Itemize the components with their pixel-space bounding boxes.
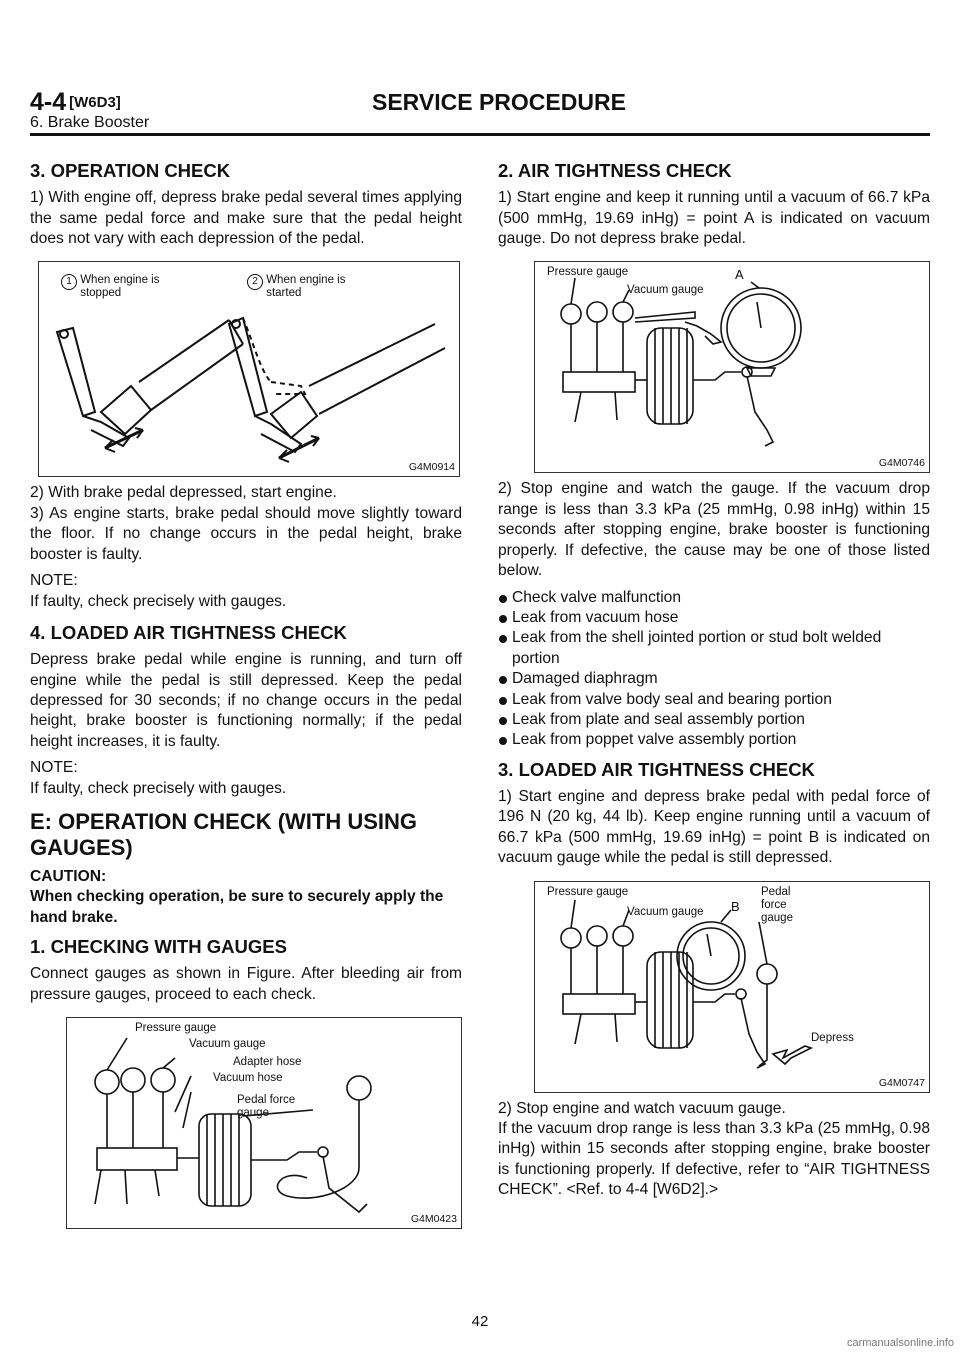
paragraph: 3) As engine starts, brake pedal should move slightly toward the floor. If no change occurs in the pedal height, brake booster is faulty. [30, 504, 462, 563]
air-tightness-illustration [535, 262, 929, 472]
figure-pedal-positions [38, 261, 460, 477]
paragraph: 1) With engine off, depress brake pedal several times applying the same pedal force and make sure that the pedal height does not vary with each depression of the pedal. [30, 189, 462, 248]
list-item [498, 730, 930, 750]
label-vacuum-gauge: Vacuum gauge [189, 1038, 266, 1051]
section-number [30, 88, 121, 117]
paragraph: 2) Stop engine and watch the gauge. If the vacuum drop range is less than 3.3 kPa (25 mmHg, 0.98 inHg) within 15 seconds after stopping engine, brake booster is functioning properly. If defective, the cause may be one of those listed below. [498, 480, 930, 580]
paragraph: 2) With brake pedal depressed, start engine. [30, 484, 337, 502]
label-pressure-gauge: Pressure gauge [547, 885, 629, 898]
figure-code: G4M0423 [410, 1213, 457, 1226]
label-pressure-gauge: Pressure gauge [135, 1022, 217, 1035]
section-heading: 3. OPERATION CHECK [30, 160, 231, 181]
label-point-a: A [735, 267, 744, 283]
bullet-icon [499, 676, 507, 684]
section-code: [W6D3] [69, 94, 121, 111]
paragraph: Connect gauges as shown in Figure. After bleeding air from pressure gauges, proceed to each check. [30, 965, 462, 1003]
left-column [30, 160, 462, 1235]
section-label: 4-4 [30, 88, 67, 116]
figure-code: G4M0914 [408, 461, 455, 474]
callout-number-2: 2 [247, 274, 263, 290]
paragraph: 1) Start engine and keep it running until a vacuum of 66.7 kPa (500 mmHg, 19.69 inHg) = point A is indicated on vacuum gauge. Do not depress brake pedal. [498, 189, 930, 248]
page-title: SERVICE PROCEDURE [372, 89, 626, 115]
label-vacuum-hose: Vacuum hose [213, 1072, 283, 1085]
label-point-b: B [731, 898, 740, 914]
bullet-icon [499, 717, 507, 725]
chapter-heading: E: OPERATION CHECK (WITH USING GAUGES) [30, 809, 418, 860]
list-item [498, 588, 930, 608]
figure-air-tightness [534, 261, 930, 473]
paragraph: If the vacuum drop range is less than 3.3 kPa (25 mmHg, 0.98 inHg) within 15 seconds after stopping engine, brake booster is functioning properly. If defective, refer to “AIR TIGHTNESS CHECK”. <Ref. to 4-4 [W6D2].> [498, 1120, 930, 1199]
list-item-text: Check valve malfunction [512, 588, 682, 606]
cause-list [498, 588, 930, 751]
list-item-text: Leak from vacuum hose [512, 608, 679, 626]
figure-code: G4M0746 [878, 457, 925, 470]
section-heading: 3. LOADED AIR TIGHTNESS CHECK [498, 758, 815, 780]
callout-text-1: When engine is stopped [80, 274, 160, 300]
paragraph: Depress brake pedal while engine is running, and turn off engine while the pedal is still depressed. Keep the pedal depressed for 30 seconds; if no change occurs in the pedal height, brake booster is functioning normally; if the pedal height increases, it is faulty. [30, 651, 462, 750]
list-item [498, 669, 930, 689]
list-item-text: Leak from the shell jointed portion or stud bolt welded portion [512, 629, 882, 667]
bullet-icon [499, 635, 507, 643]
label-depress: Depress [811, 1031, 854, 1044]
figure-gauge-setup [66, 1017, 462, 1229]
note-text: If faulty, check precisely with gauges. [30, 779, 287, 797]
list-item-text: Leak from valve body seal and bearing portion [512, 690, 832, 708]
label-pressure-gauge: Pressure gauge [547, 266, 629, 279]
list-item-text: Leak from poppet valve assembly portion [512, 731, 797, 749]
note-label: NOTE: [30, 759, 78, 777]
bullet-icon [499, 737, 507, 745]
section-heading: 2. AIR TIGHTNESS CHECK [498, 160, 732, 181]
watermark: carmanualsonline.info [846, 1337, 954, 1349]
page-number: 42 [471, 1313, 489, 1330]
caution-label: CAUTION: [30, 867, 107, 885]
list-item [498, 710, 930, 730]
callout-number-1: 1 [61, 274, 77, 290]
bullet-icon [499, 615, 507, 623]
list-item [498, 690, 930, 710]
label-pedal-force-gauge: Pedal force gauge [761, 885, 793, 924]
figure-code: G4M0747 [878, 1076, 925, 1089]
list-item [498, 628, 930, 669]
figure-label [61, 274, 159, 300]
paragraph: 2) Stop engine and watch vacuum gauge. [498, 1099, 786, 1117]
caution-text: When checking operation, be sure to securely apply the hand brake. [30, 888, 444, 926]
list-item-text: Leak from plate and seal assembly portion [512, 710, 805, 728]
list-item-text: Damaged diaphragm [512, 670, 658, 688]
bullet-icon [499, 595, 507, 603]
label-pedal-force-gauge: Pedal force gauge [237, 1094, 296, 1120]
section-heading: 4. LOADED AIR TIGHTNESS CHECK [30, 621, 347, 643]
figure-loaded-air-tightness [534, 881, 930, 1093]
callout-text-2: When engine is started [266, 274, 346, 300]
header-rule [30, 133, 930, 136]
section-heading: 1. CHECKING WITH GAUGES [30, 936, 287, 958]
bullet-icon [499, 697, 507, 705]
note-label: NOTE: [30, 572, 78, 590]
right-column [498, 160, 930, 1207]
label-vacuum-gauge: Vacuum gauge [627, 905, 704, 918]
list-item [498, 608, 930, 628]
page-subtitle: 6. Brake Booster [30, 114, 150, 131]
paragraph: 1) Start engine and depress brake pedal with pedal force of 196 N (20 kg, 44 lb). Keep engine running until a vacuum of 66.7 kPa (500 mmHg, 19.69 inHg) = point B is indicated on vacuum gauge while the pedal is still depressed. [498, 788, 930, 867]
note-text: If faulty, check precisely with gauges. [30, 592, 287, 610]
label-vacuum-gauge: Vacuum gauge [627, 284, 704, 297]
figure-label [247, 274, 345, 300]
label-adapter-hose: Adapter hose [233, 1056, 302, 1069]
